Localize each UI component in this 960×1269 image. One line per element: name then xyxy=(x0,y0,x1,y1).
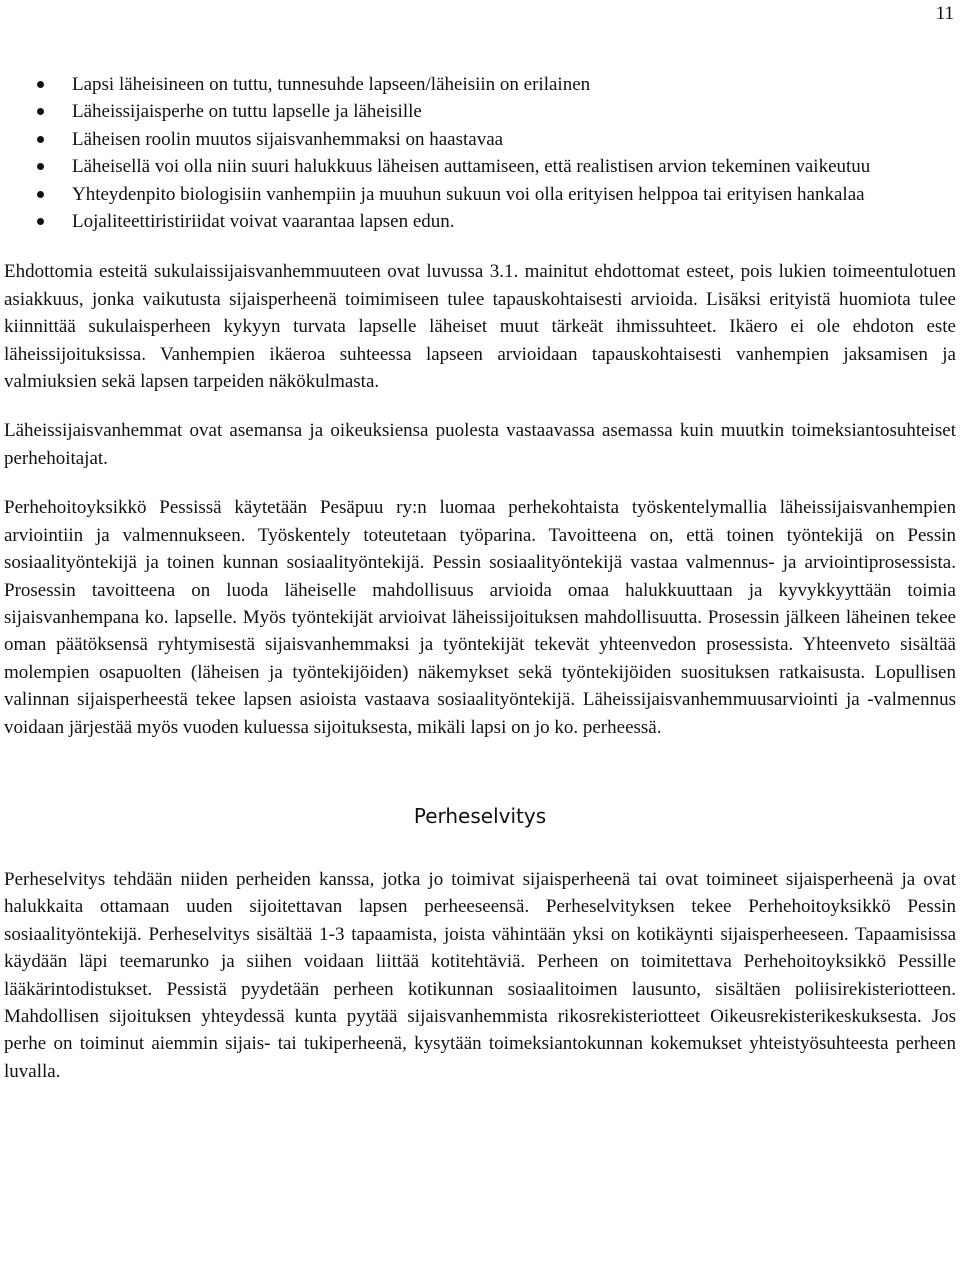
paragraph-process: Perhehoitoyksikkö Pessissä käytetään Pesäpuu ry:n luomaa perhekohtaista työskentelymallia läheissijaisvanhempien arviointiin ja valmennukseen. Työskentely toteutetaan työparina. Tavoitteena on, että toinen työntekijä on Pessin sosiaalityöntekijä ja toinen kunnan sosiaalityöntekijä. Pessin sosiaalityöntekijä vastaa valmennus- ja arviointiprosessista. Prosessin tavoitteena on luoda läheiselle mahdollisuus arvioida omaa halukkuuttaan ja kyvykkyyttään toimia sijaisvanhempana ko. lapselle. Myös työntekijät arvioivat läheissijoituksen mahdollisuutta. Prosessin jälkeen läheinen tekee oman päätöksensä ryhtymisestä sijaisvanhemmaksi ja työntekijät tekevät yhteenvedon prosessista. Yhteenveto sisältää molempien osapuolten (läheisen ja työntekijöiden) näkemykset sekä työntekijöiden suosituksen ratkaisusta. Lopullisen valinnan sijaisperheestä tekee lapsen asioista vastaava sosiaalityöntekijä. Läheissijaisvanhemmuusarviointi ja -valmennus voidaan järjestää myös vuoden kuluessa sijoituksesta, mikäli lapsi on jo ko. perheessä. xyxy=(4,497,956,738)
bullet-item: Lapsi läheisineen on tuttu, tunnesuhde lapseen/läheisiin on erilainen xyxy=(4,71,956,98)
bullet-item: Lojaliteettiristiriidat voivat vaarantaa lapsen edun. xyxy=(4,208,956,235)
section-heading: Perheselvitys xyxy=(413,803,547,828)
page-number: 11 xyxy=(935,3,954,24)
bullet-item: Yhteydenpito biologisiin vanhempiin ja muuhun sukuun voi olla erityisen helppoa tai erityisen hankalaa xyxy=(4,181,956,208)
bullet-item: Läheisellä voi olla niin suuri halukkuus läheisen auttamiseen, että realistisen arvion tekeminen vaikeutuu xyxy=(4,153,956,180)
bullet-list xyxy=(4,71,956,235)
bullet-item: Läheisen roolin muutos sijaisvanhemmaksi on haastavaa xyxy=(4,126,956,153)
paragraph-obstacles: Ehdottomia esteitä sukulaissijaisvanhemmuuteen ovat luvussa 3.1. mainitut ehdottomat esteet, pois lukien toimeentulotuen asiakkuus, jonka vaikutusta sijaisperheenä toimimiseen tulee tapauskohtaisesti arvioida. Lisäksi erityistä huomiota tulee kiinnittää sukulaisperheen kykyyn turvata lapselle läheiset muut tärkeät ihmissuhteet. Ikäero ei ole ehdoton este läheissijoituksissa. Vanhempien ikäeroa suhteessa lapseen arvioidaan tapauskohtaisesti vanhempien jaksamisen ja valmiuksien sekä lapsen tarpeiden näkökulmasta. xyxy=(4,261,956,393)
paragraph-status: Läheissijaisvanhemmat ovat asemansa ja oikeuksiensa puolesta vastaavassa asemassa kuin muutkin toimeksiantosuhteiset perhehoitajat. xyxy=(4,420,956,469)
bullet-item: Läheissijaisperhe on tuttu lapselle ja läheisille xyxy=(4,98,956,125)
document-body xyxy=(4,71,956,1085)
paragraph-family-assessment: Perheselvitys tehdään niiden perheiden kanssa, jotka jo toimivat sijaisperheenä tai ovat toimineet sijaisperheenä ja ovat halukkaita ottamaan uuden sijoitettavan lapsen perheeseensä. Perheselvityksen tekee Perhehoitoyksikkö Pessin sosiaalityöntekijä. Perheselvitys sisältää 1-3 tapaamista, joista vähintään yksi on kotikäynti sijaisperheeseen. Tapaamisissa käydään läpi teemarunko ja siihen voidaan liittää kotitehtäviä. Perheen on toimitettava Perhehoitoyksikkö Pessille lääkärintodistukset. Pessistä pyydetään perheen kotikunnan sosiaalitoimen lausunto, sisältäen poliisirekisteriotteen. Mahdollisen sijoituksen yhteydessä kunta pyytää sijaisvanhemmista rikosrekisteriotteet Oikeusrekisterikeskuksesta. Jos perhe on toiminut aiemmin sijais- tai tukiperheenä, kysytään toimeksiantokunnan kokemukset yhteistyösuhteesta perheen luvalla. xyxy=(4,868,956,1082)
